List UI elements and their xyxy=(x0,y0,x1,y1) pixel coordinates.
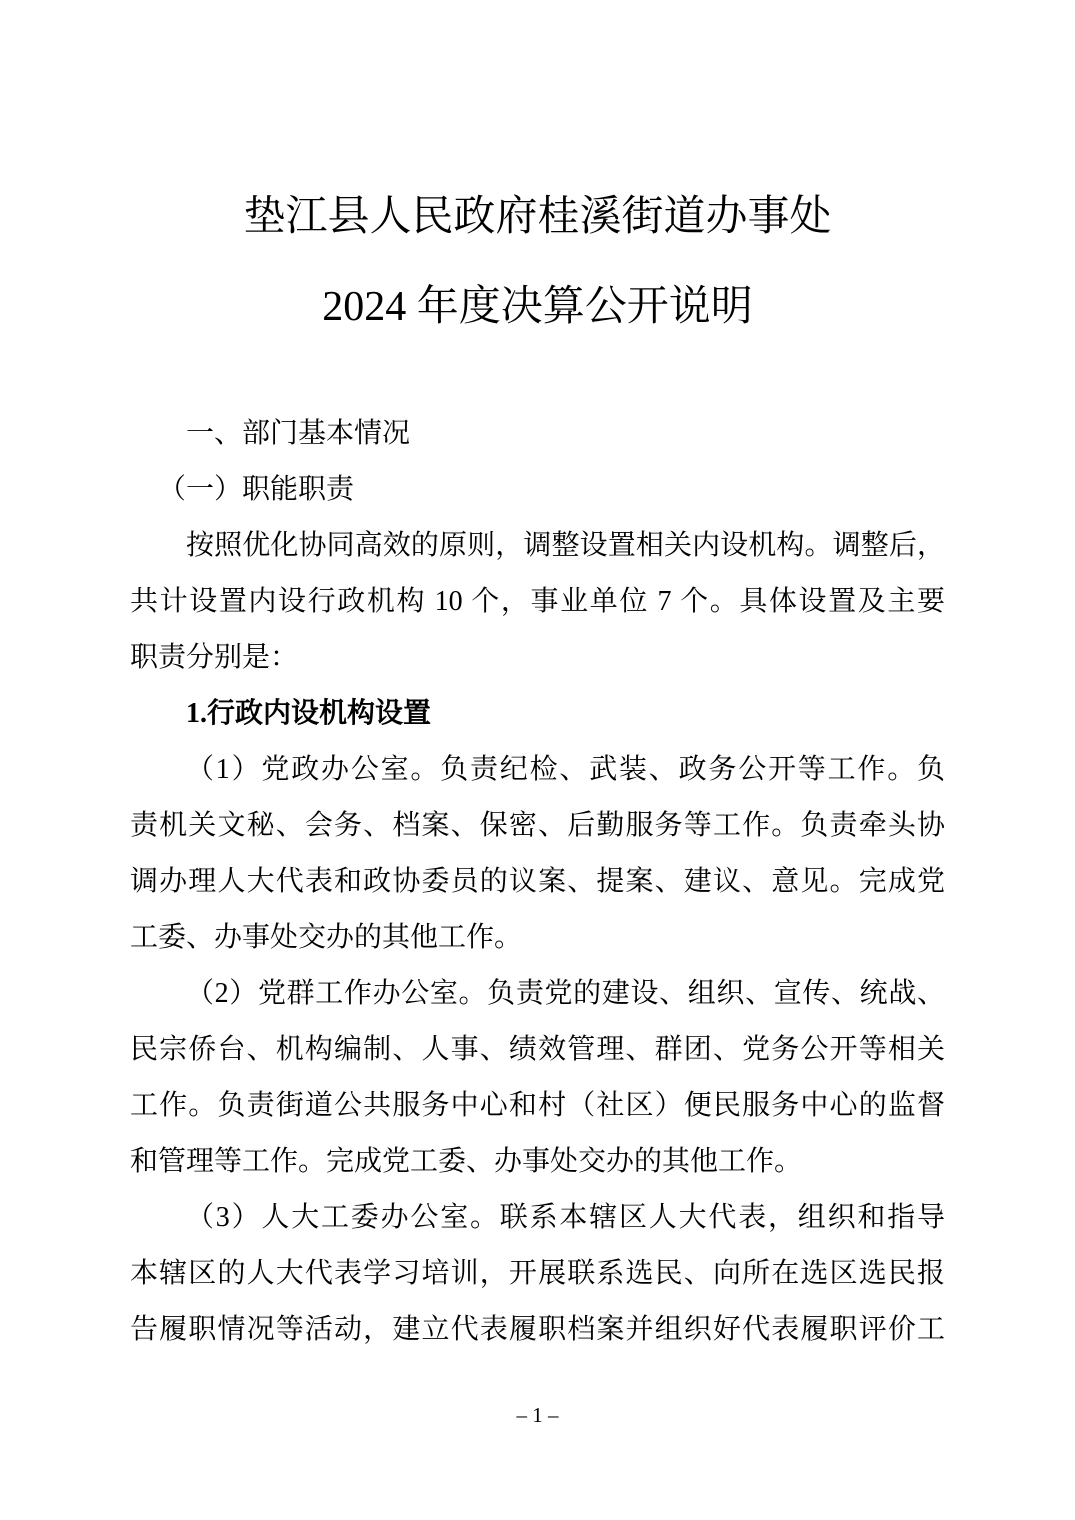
paragraph-line: 责机关文秘、会务、档案、保密、后勤服务等工作。负责牵头协 xyxy=(130,810,945,841)
paragraph-line: 本辖区的人大代表学习培训，开展联系选民、向所在选区选民报 xyxy=(130,1258,945,1289)
paragraph-line-org3: （3）人大工委办公室。联系本辖区人大代表，组织和指导 xyxy=(186,1202,945,1233)
doc-title: 垫江县人民政府桂溪街道办事处 xyxy=(243,194,832,240)
doc-body xyxy=(130,406,945,1358)
paragraph-line-org1: （1）党政办公室。负责纪检、武装、政务公开等工作。负 xyxy=(186,754,945,785)
heading-duties: （一）职能职责 xyxy=(158,474,355,505)
paragraph-line: 工作。负责街道公共服务中心和村（社区）便民服务中心的监督 xyxy=(130,1090,945,1121)
doc-subtitle: 2024 年度决算公开说明 xyxy=(322,284,753,330)
paragraph-line: 职责分别是： xyxy=(130,642,299,673)
paragraph-line: 告履职情况等活动，建立代表履职档案并组织好代表履职评价工 xyxy=(130,1314,945,1345)
paragraph-line-org2: （2）党群工作办公室。负责党的建设、组织、宣传、统战、 xyxy=(186,978,945,1009)
paragraph-line: 民宗侨台、机构编制、人事、绩效管理、群团、党务公开等相关 xyxy=(130,1034,945,1065)
paragraph-line: 按照优化协同高效的原则，调整设置相关内设机构。调整后， xyxy=(186,530,945,561)
heading-section-basic-info: 一、部门基本情况 xyxy=(186,418,411,449)
page-number: – 1 – xyxy=(516,1403,559,1427)
paragraph-line: 调办理人大代表和政协委员的议案、提案、建议、意见。完成党 xyxy=(130,866,945,897)
heading-admin-org-setup: 1.行政内设机构设置 xyxy=(186,698,432,729)
paragraph-line: 工委、办事处交办的其他工作。 xyxy=(130,922,523,953)
paragraph-line: 共计设置内设行政机构 10 个，事业单位 7 个。具体设置及主要 xyxy=(130,586,945,617)
paragraph-line: 和管理等工作。完成党工委、办事处交办的其他工作。 xyxy=(130,1146,803,1177)
